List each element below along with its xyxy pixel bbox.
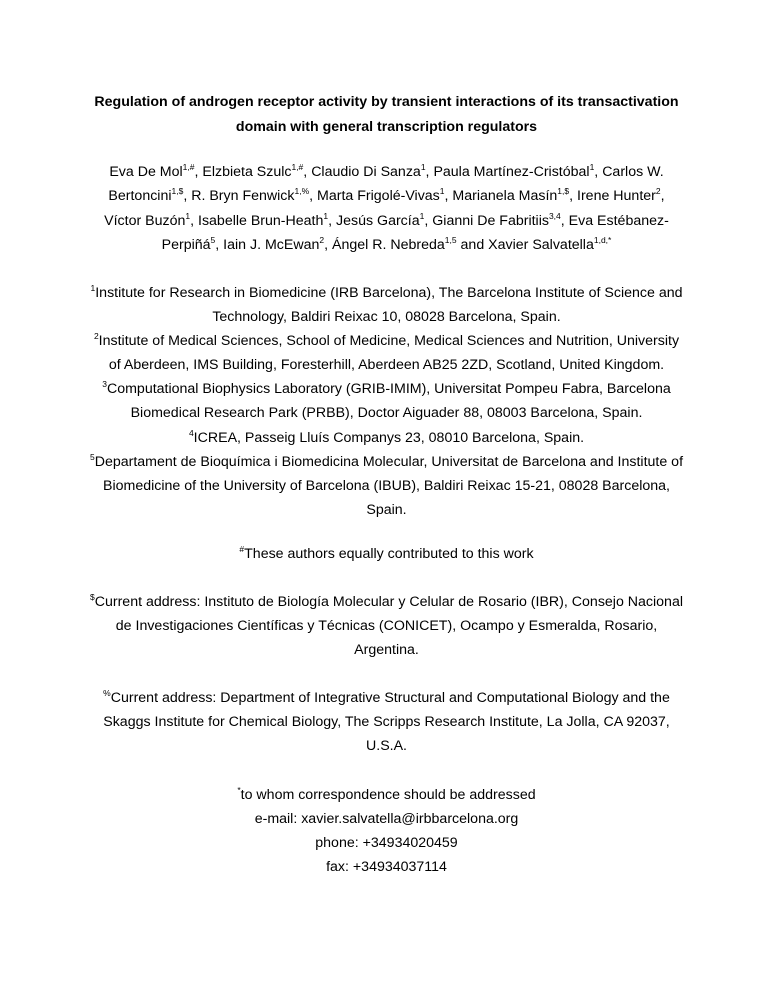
author-list: Eva De Mol$^{1,\#}$, Elzbieta Szulc$^{1,\#}$, Claudio Di Sanza$^1$, Paula Martínez-Cristóbal$^1$, Carlos W. Bertoncini$^{1,\$}$, R. Bryn Fenwick$^{1,\%}$, Marta Frigolé-Vivas$^1$, Marianela Masín$^{1,\$}$, Irene Hunter$^2$, Víctor Buzón$^1$, Isabelle Brun-Heath$^1$, Jesús García$^1$, Gianni De Fabritiis$^{3,4}$, Eva Estébanez-Perpiñá$^5$, Iain J. McEwan$^2$, Ángel R. Nebreda$^{1,5}$ and Xavier Salvatella$^{1,d,*}$ <box>104 162 669 253</box>
correspondence-note: *to whom correspondence should be addressed <box>237 785 536 803</box>
author: Carlos W. Bertoncini$^{1,\$}$ <box>108 164 664 205</box>
author: Isabelle Brun-Heath$^1$ <box>198 210 329 229</box>
author: Víctor Buzón$^1$ <box>104 210 191 229</box>
current-address-note: $Current address: Instituto de Biología Molecular y Celular de Rosario (IBR), Consejo Nacional de Investigaciones Científicas y Técnicas (CONICET), Ocampo y Esmeralda, Rosario, Argentina. <box>89 592 683 659</box>
author: Irene Hunter$^2$ <box>577 186 661 205</box>
author: Claudio Di Sanza$^1$ <box>311 162 426 180</box>
paper-title: Regulation of androgen receptor activity by transient interactions of its transactivation domain with general transcription regulators <box>94 94 679 135</box>
equal-contribution-note: #These authors equally contributed to this work <box>239 544 534 562</box>
author: Ángel R. Nebreda$^{1,5}$ <box>331 234 457 253</box>
affiliation: $^1$Institute for Research in Biomedicine (IRB Barcelona), The Barcelona Institute of Science and Technology, Baldiri Reixac 10, 08028 Barcelona, Spain. <box>90 283 683 326</box>
affiliation-list <box>88 281 685 522</box>
author: Iain J. McEwan$^2$ <box>223 234 325 253</box>
author: R. Bryn Fenwick$^{1,\%}$ <box>191 186 310 205</box>
author-conjunction: and <box>460 236 485 253</box>
correspondence-block <box>88 783 685 879</box>
author: Eva De Mol$^{1,\#}$ <box>109 162 195 180</box>
correspondence-fax: fax: +34934037114 <box>326 859 447 875</box>
author: Marianela Masín$^{1,\$}$ <box>452 186 570 205</box>
affiliation: $^2$Institute of Medical Sciences, School of Medicine, Medical Sciences and Nutrition, University of Aberdeen, IMS Building, Foresterhill, Aberdeen AB25 2ZD, Scotland, United Kingdom. <box>93 331 680 374</box>
affiliation: $^3$Computational Biophysics Laboratory (GRIB-IMIM), Universitat Pompeu Fabra, Barcelona Biomedical Research Park (PRBB), Doctor Aiguader 88, 08003 Barcelona, Spain. <box>102 379 671 422</box>
affiliation: $^5$Departament de Bioquímica i Biomedicina Molecular, Universitat de Barcelona and Institute of Biomedicine of the University of Barcelona (IBUB), Baldiri Reixac 15-21, 08028 Barcelona, Spain. <box>89 451 684 518</box>
author: Eva Estébanez-Perpiñá$^5$ <box>161 212 669 253</box>
affiliation: $^4$ICREA, Passeig Lluís Companys 23, 08010 Barcelona, Spain. <box>188 427 585 446</box>
correspondence-email: e-mail: xavier.salvatella@irbbarcelona.org <box>254 811 519 827</box>
author: Elzbieta Szulc$^{1,\#}$ <box>202 162 304 180</box>
author: Jesús García$^1$ <box>336 210 425 229</box>
current-address-note: %Current address: Department of Integrative Structural and Computational Biology and the Skaggs Institute for Chemical Biology, The Scripps Research Institute, La Jolla, CA 92037, U.S.A. <box>103 688 670 755</box>
correspondence-phone: phone: +34934020459 <box>315 835 458 851</box>
author: Gianni De Fabritiis$^{3,4}$ <box>432 210 561 229</box>
author: Xavier Salvatella$^{1,d,*}$ <box>488 234 612 253</box>
author: Marta Frigolé-Vivas$^1$ <box>317 186 445 205</box>
author: Paula Martínez-Cristóbal$^1$ <box>433 162 595 180</box>
